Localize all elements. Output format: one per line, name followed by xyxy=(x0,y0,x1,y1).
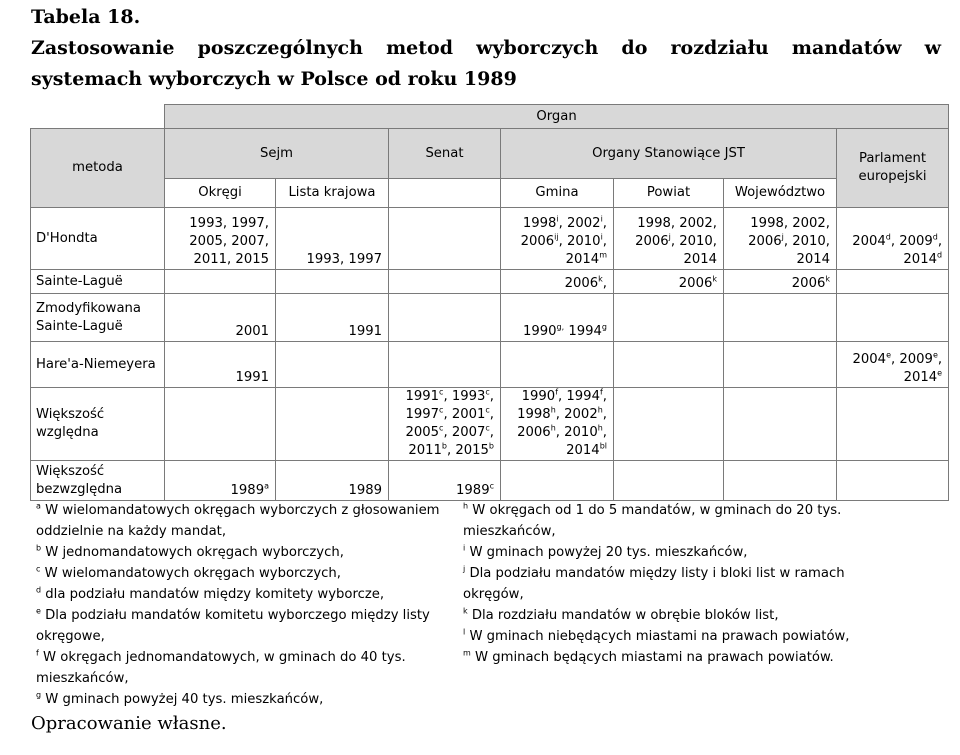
footnote-mark: k xyxy=(825,274,830,284)
year-text: 1989 xyxy=(456,483,490,498)
footnote-text: Dla rozdziału mandatów w obrębie bloków list, xyxy=(471,608,779,623)
year-text: , 2002 xyxy=(558,216,601,231)
cell-line xyxy=(505,251,607,269)
footnote-mark: f xyxy=(36,648,39,658)
cell-parlament xyxy=(837,270,949,294)
footnote-mark: c xyxy=(485,423,490,433)
footnote-mark: j xyxy=(668,232,671,242)
footnote-mark: i xyxy=(600,232,603,242)
year-text: 1989 xyxy=(230,483,265,498)
footnote-mark: e xyxy=(937,368,943,378)
header-powiat: Powiat xyxy=(614,179,724,208)
footnote-mark: i xyxy=(600,214,603,224)
cell-wojewodztwo xyxy=(724,388,837,461)
header-jst: Organy Stanowiące JST xyxy=(501,129,837,179)
footnote-mark: g xyxy=(36,690,42,700)
footnote-mark: f xyxy=(599,387,603,397)
cell-line xyxy=(505,388,607,406)
year-text: , xyxy=(489,407,494,422)
cell-line xyxy=(505,215,607,233)
cell-lista-krajowa xyxy=(276,294,389,342)
cell-line xyxy=(393,406,494,424)
footnote-mark: k xyxy=(598,274,603,284)
footnote-mark: b xyxy=(488,441,494,451)
year-text: 2011 xyxy=(408,443,442,458)
cell-line xyxy=(393,424,494,442)
footnote-mark: k xyxy=(712,274,717,284)
cell-senat xyxy=(389,294,501,342)
year-text: 2005, 2007, xyxy=(189,234,269,249)
cell-gmina xyxy=(501,270,614,294)
footnote-mark: b xyxy=(36,543,42,553)
year-text: 2014 xyxy=(683,252,717,267)
footnote-mark: d xyxy=(36,585,42,595)
cell-line xyxy=(618,251,717,269)
footnote-mark: b xyxy=(441,441,447,451)
cell-line xyxy=(505,233,607,251)
footnote-mark: a xyxy=(264,481,269,491)
cell-line xyxy=(505,442,607,460)
footnote xyxy=(36,605,456,647)
table-body xyxy=(31,208,949,501)
footnote-text: W okręgach od 1 do 5 mandatów, w gminach do 20 tys. mieszkańców, xyxy=(463,503,842,539)
footnote xyxy=(463,563,883,605)
year-text: 2006 xyxy=(678,276,713,291)
year-text: 1997 xyxy=(405,407,440,422)
cell-senat xyxy=(389,270,501,294)
footnote-text: W jednomandatowych okręgach wyborczych, xyxy=(45,545,344,560)
footnote-mark: h xyxy=(550,423,556,433)
footnote-text: W gminach niebędących miastami na prawach powiatów, xyxy=(469,629,850,644)
year-text: 2014 xyxy=(903,370,938,385)
cell-line xyxy=(169,323,269,341)
year-text: 2014 xyxy=(565,252,600,267)
year-text: 1993, 1997, xyxy=(189,216,269,231)
header-lista-krajowa: Lista krajowa xyxy=(276,179,389,208)
cell-line xyxy=(393,482,494,500)
footnote xyxy=(36,584,456,605)
footnote xyxy=(463,647,883,668)
cell-parlament xyxy=(837,461,949,501)
cell-line xyxy=(280,482,382,500)
year-text: , xyxy=(937,234,943,249)
year-text: 2006 xyxy=(520,234,555,249)
footnote xyxy=(36,500,456,542)
cell-line xyxy=(505,275,607,293)
year-text: 1998 xyxy=(517,407,551,422)
cell-gmina xyxy=(501,388,614,461)
year-text: , 2015 xyxy=(446,443,489,458)
cell-wojewodztwo xyxy=(724,270,837,294)
year-text: 1993, 1997 xyxy=(306,252,382,267)
footnote-mark: h xyxy=(463,501,469,511)
year-text: , xyxy=(489,425,494,440)
footnote-text: W gminach będących miastami na prawach powiatów. xyxy=(475,650,834,665)
cell-wojewodztwo xyxy=(724,294,837,342)
year-text: , xyxy=(602,216,607,231)
footnote xyxy=(463,626,883,647)
cell-line xyxy=(728,233,830,251)
table-row xyxy=(31,461,949,501)
table-label: Tabela 18. xyxy=(31,6,141,28)
table-row xyxy=(31,294,949,342)
footnote-mark: k xyxy=(463,606,468,616)
footnote-mark: e xyxy=(36,606,41,616)
year-text: 1998 xyxy=(522,216,557,231)
footnote-mark: ij xyxy=(554,232,559,242)
footnote xyxy=(463,542,883,563)
footnote-mark: a xyxy=(36,501,41,511)
cell-powiat xyxy=(614,388,724,461)
cell-lista-krajowa xyxy=(276,461,389,501)
cell-line xyxy=(841,233,942,251)
method-name: Większość bezwzględna xyxy=(31,461,165,501)
year-text: , xyxy=(489,389,494,404)
table-row xyxy=(31,388,949,461)
cell-senat xyxy=(389,461,501,501)
table-row xyxy=(31,342,949,388)
year-text: , 2002 xyxy=(555,407,598,422)
cell-line xyxy=(841,351,942,369)
cell-powiat xyxy=(614,270,724,294)
footnote-mark: g, xyxy=(556,322,565,332)
year-text: , xyxy=(937,352,943,367)
cell-lista-krajowa xyxy=(276,388,389,461)
year-text: , 2010, xyxy=(783,234,830,249)
footnote-mark: c xyxy=(439,405,444,415)
year-text: 2006 xyxy=(635,234,669,249)
cell-wojewodztwo xyxy=(724,461,837,501)
footnote-mark: h xyxy=(550,405,556,415)
year-text: , 2010 xyxy=(555,425,598,440)
cell-line xyxy=(169,251,269,269)
cell-parlament xyxy=(837,342,949,388)
year-text: 2014 xyxy=(566,443,600,458)
cell-powiat xyxy=(614,461,724,501)
method-name: D'Hondta xyxy=(31,208,165,270)
year-text: 1998, 2002, xyxy=(750,216,830,231)
cell-gmina xyxy=(501,294,614,342)
cell-lista-krajowa xyxy=(276,270,389,294)
header-gmina: Gmina xyxy=(501,179,614,208)
header-empty-corner xyxy=(31,105,165,129)
cell-line xyxy=(169,215,269,233)
source-note: Opracowanie własne. xyxy=(31,713,227,734)
footnote-mark: c xyxy=(36,564,41,574)
cell-gmina xyxy=(501,342,614,388)
cell-line xyxy=(505,406,607,424)
footnote-mark: d xyxy=(885,232,891,242)
footnote-mark: bl xyxy=(599,441,607,451)
cell-wojewodztwo xyxy=(724,342,837,388)
table-heading xyxy=(31,2,941,95)
year-text: 1989 xyxy=(348,483,382,498)
cell-line xyxy=(169,369,269,387)
year-text: , 2007 xyxy=(443,425,486,440)
method-name: Sainte-Laguë xyxy=(31,270,165,294)
footnote xyxy=(463,605,883,626)
year-text: , 2009 xyxy=(890,234,933,249)
footnote-text: dla podziału mandatów między komitety wyborcze, xyxy=(45,587,385,602)
footnote-mark: m xyxy=(599,250,607,260)
footnote-mark: c xyxy=(485,387,490,397)
cell-lista-krajowa xyxy=(276,342,389,388)
cell-senat xyxy=(389,342,501,388)
cell-okregi xyxy=(165,461,276,501)
year-text: , xyxy=(602,234,607,249)
cell-line xyxy=(280,251,382,269)
footnote-mark: c xyxy=(485,405,490,415)
cell-line xyxy=(505,323,607,341)
footnote-mark: m xyxy=(463,648,471,658)
header-wojewodztwo: Województwo xyxy=(724,179,837,208)
year-text: , 2009 xyxy=(890,352,933,367)
cell-powiat xyxy=(614,294,724,342)
footnote-mark: i xyxy=(556,214,559,224)
footnote xyxy=(36,647,456,689)
cell-line xyxy=(169,482,269,500)
cell-senat xyxy=(389,388,501,461)
cell-lista-krajowa xyxy=(276,208,389,270)
cell-wojewodztwo xyxy=(724,208,837,270)
footnote-mark: j xyxy=(463,564,466,574)
footnote-mark: e xyxy=(932,350,938,360)
footnote-mark: d xyxy=(932,232,938,242)
footnote xyxy=(463,500,883,542)
footnote-mark: f xyxy=(555,387,559,397)
year-text: , xyxy=(602,276,607,291)
cell-line xyxy=(728,275,830,293)
year-text: 2005 xyxy=(405,425,440,440)
footnote-mark: c xyxy=(489,481,494,491)
cell-line xyxy=(728,251,830,269)
table-row xyxy=(31,208,949,270)
year-text: 1994 xyxy=(564,324,602,339)
cell-senat xyxy=(389,208,501,270)
year-text: , xyxy=(602,407,607,422)
year-text: 1991 xyxy=(405,389,440,404)
footnotes-left xyxy=(36,500,456,710)
header-senat-sub xyxy=(389,179,501,208)
cell-powiat xyxy=(614,342,724,388)
year-text: 2006 xyxy=(748,234,782,249)
footnote-mark: e xyxy=(886,350,891,360)
footnote-mark: h xyxy=(597,405,603,415)
cell-gmina xyxy=(501,208,614,270)
cell-line xyxy=(393,388,494,406)
method-name: Hare'a-Niemeyera xyxy=(31,342,165,388)
year-text: , xyxy=(602,425,607,440)
year-text: 2014 xyxy=(903,252,937,267)
footnote-text: W wielomandatowych okręgach wyborczych, xyxy=(44,566,341,581)
footnote-mark: j xyxy=(781,232,784,242)
year-text: , 1994 xyxy=(558,389,600,404)
cell-line xyxy=(841,251,942,269)
footnote-mark: g xyxy=(601,322,607,332)
cell-okregi xyxy=(165,388,276,461)
year-text: , 2010 xyxy=(558,234,601,249)
cell-line xyxy=(618,233,717,251)
year-text: 2004 xyxy=(852,234,886,249)
year-text: 1990 xyxy=(522,324,557,339)
footnote-text: Dla podziału mandatów komitetu wyborczego między listy okręgowe, xyxy=(36,608,430,644)
cell-parlament xyxy=(837,294,949,342)
cell-parlament xyxy=(837,208,949,270)
table-row xyxy=(31,270,949,294)
cell-line xyxy=(618,215,717,233)
cell-line xyxy=(280,323,382,341)
year-text: 2004 xyxy=(852,352,887,367)
year-text: , 2010, xyxy=(670,234,717,249)
cell-okregi xyxy=(165,270,276,294)
cell-line xyxy=(728,215,830,233)
footnote-mark: l xyxy=(463,627,466,637)
cell-line xyxy=(169,233,269,251)
footnote xyxy=(36,542,456,563)
footnotes-right xyxy=(463,500,883,668)
year-text: 2006 xyxy=(517,425,551,440)
year-text: 2006 xyxy=(564,276,599,291)
year-text: 1991 xyxy=(235,370,269,385)
header-metoda: metoda xyxy=(31,129,165,208)
year-text: 1991 xyxy=(348,324,382,339)
footnote-mark: c xyxy=(439,387,444,397)
year-text: 2001 xyxy=(235,324,269,339)
year-text: 2011, 2015 xyxy=(193,252,269,267)
header-organ: Organ xyxy=(165,105,949,129)
table-title: Zastosowanie poszczególnych metod wyborczych do rozdziału mandatów w systemach wyborczych w Polsce od roku 1989 xyxy=(31,37,941,90)
footnote xyxy=(36,689,456,710)
cell-okregi xyxy=(165,342,276,388)
year-text: , 2001 xyxy=(443,407,486,422)
cell-okregi xyxy=(165,294,276,342)
cell-parlament xyxy=(837,388,949,461)
year-text: 2014 xyxy=(796,252,830,267)
cell-line xyxy=(841,369,942,387)
footnote-text: W wielomandatowych okręgach wyborczych z głosowaniem oddzielnie na każdy mandat, xyxy=(36,503,440,539)
cell-gmina xyxy=(501,461,614,501)
header-parlament-europejski: Parlament europejski xyxy=(837,129,949,208)
footnote-mark: i xyxy=(463,543,466,553)
cell-okregi xyxy=(165,208,276,270)
year-text: , xyxy=(602,389,607,404)
method-name: Zmodyfikowana Sainte-Laguë xyxy=(31,294,165,342)
header-okregi: Okręgi xyxy=(165,179,276,208)
year-text: 2006 xyxy=(791,276,826,291)
cell-line xyxy=(618,275,717,293)
header-senat: Senat xyxy=(389,129,501,179)
footnote xyxy=(36,563,456,584)
electoral-methods-table xyxy=(30,104,949,501)
footnote-mark: h xyxy=(597,423,603,433)
method-name: Większość względna xyxy=(31,388,165,461)
footnote-mark: d xyxy=(936,250,943,260)
cell-line xyxy=(393,442,494,460)
year-text: 1990 xyxy=(521,389,556,404)
footnote-text: Dla podziału mandatów między listy i bloki list w ramach okręgów, xyxy=(463,566,845,602)
footnote-text: W gminach powyżej 20 tys. mieszkańców, xyxy=(469,545,748,560)
footnote-text: W okręgach jednomandatowych, w gminach do 40 tys. mieszkańców, xyxy=(36,650,406,686)
header-sejm: Sejm xyxy=(165,129,389,179)
year-text: , 1993 xyxy=(443,389,486,404)
footnote-mark: c xyxy=(439,423,444,433)
footnote-text: W gminach powyżej 40 tys. mieszkańców, xyxy=(45,692,324,707)
year-text: 1998, 2002, xyxy=(637,216,717,231)
cell-line xyxy=(505,424,607,442)
cell-powiat xyxy=(614,208,724,270)
